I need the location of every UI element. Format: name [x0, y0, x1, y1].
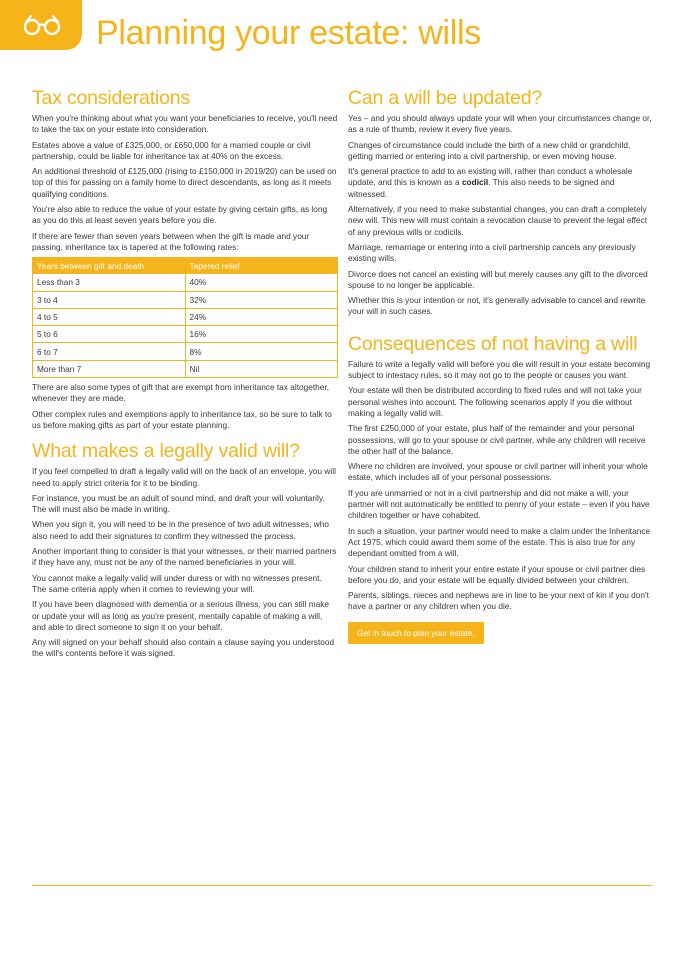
valid-will-paragraph: When you sign it, you will need to be in the presence of two adult witnesses, who also need to add their signatures to confirm they witnessed the process.	[32, 519, 330, 541]
table-row	[33, 343, 338, 360]
tax-paragraph: Other complex rules and exemptions apply to inheritance tax, so be sure to talk to us before making gifts as part of your estate planning.	[32, 408, 332, 430]
left-column	[32, 88, 338, 660]
consequences-paragraph: Where no children are involved, your spouse or civil partner will inherit your whole estate, which includes all of your personal possessions.	[348, 461, 648, 483]
valid-will-paragraph: Another important thing to consider is that your witnesses, or their married partners if they have any, must not be any of the named beneficiaries in your will.	[32, 546, 337, 568]
consequences-section	[348, 334, 652, 644]
tax-heading: Tax considerations	[32, 87, 190, 109]
table-cell: 24%	[185, 308, 338, 325]
table-cell: Less than 3	[33, 274, 186, 291]
header-icon-tab	[0, 0, 82, 50]
right-column	[348, 88, 652, 644]
table-cell: 5 to 6	[33, 326, 186, 343]
tax-paragraph: If there are fewer than seven years between when the gift is made and your passing, inheritance tax is tapered at the following rates:	[32, 230, 310, 252]
tapered-relief-table	[32, 257, 338, 378]
consequences-paragraph: If you are unmarried or not in a civil partnership and did not make a will, your partner will not automatically be entitled to penny of your estate – even if you have children together or have cohabited.	[348, 487, 650, 521]
consequences-paragraph: Failure to write a legally valid will before you die will result in your estate becoming subject to intestacy rules, so it may not go to the people or causes you want.	[348, 358, 651, 381]
tax-paragraph: When you're thinking about what you want your beneficiaries to receive, you'll need to take the tax on your estate into consideration.	[32, 113, 338, 135]
will-update-paragraph: Yes – and you should always update your will when your circumstances change or, as a rule of thumb, review it every five years.	[348, 113, 652, 135]
consequences-paragraph: Your children stand to inherit your entire estate if your spouse or civil partner dies before you do, and your estate will be equally divided between your children.	[348, 563, 646, 585]
will-update-paragraph: Divorce does not cancel an existing will but merely causes any gift to the divorced spouse to no longer be applicable.	[348, 268, 648, 290]
consequences-paragraph: Your estate will then be distributed according to fixed rules and will not take your personal wishes into account. The following scenarios apply if you die without making a legally valid will.	[348, 385, 642, 418]
tax-paragraph: An additional threshold of £125,000 (rising to £150,000 in 2019/20) can be used on top of this for passing on a family home to direct descendants, as long as it meets qualifying conditions.	[32, 166, 337, 199]
table-row	[33, 308, 338, 325]
footer-divider	[32, 885, 652, 886]
table-cell: 32%	[185, 291, 338, 308]
will-update-paragraph: Whether this is your intention or not, it's generally advisable to cancel and rewrite your will in such cases.	[348, 295, 646, 317]
table-cell: More than 7	[33, 360, 186, 377]
will-update-paragraph: Alternatively, if you need to make substantial changes, you can draft a completely new will. This new will must contain a revocation clause to prevent the legal effect of any previous wills or codicils.	[348, 204, 647, 237]
codicil-text-after: . This also needs to be signed and witnessed.	[348, 177, 615, 199]
codicil-term: codicil	[461, 177, 489, 188]
table-row	[33, 291, 338, 308]
valid-will-paragraph: If you feel compelled to draft a legally valid will on the back of an envelope, you will need to apply strict criteria for it to be binding.	[32, 466, 336, 488]
tax-paragraph: You're also able to reduce the value of your estate by giving certain gifts, as long as you do this at least seven years before you die.	[32, 204, 328, 226]
consequences-paragraph: Parents, siblings, nieces and nephews are in line to be your next of kin if you don't have a partner or any children when you die.	[348, 590, 649, 612]
tax-paragraph: Estates above a value of £325,000, or £650,000 for a married couple or civil partnership, could be liable for inheritance tax at 40% on the excess.	[32, 139, 311, 161]
valid-will-section	[32, 441, 338, 659]
table-cell: Nil	[185, 360, 338, 377]
table-cell: 8%	[185, 343, 338, 360]
table-cell: 16%	[185, 326, 338, 343]
table-row	[33, 274, 338, 291]
column-header: Years between gift and death	[33, 258, 186, 274]
consequences-paragraph: In such a situation, your partner would need to make a claim under the Inheritance Act 1975, which could award them some of the estate. This is also true for any dependant omitted from a will.	[348, 525, 651, 559]
valid-will-paragraph: For instance, you must be an adult of sound mind, and draft your will voluntarily. The will must also be made in writing.	[32, 492, 325, 515]
consequences-heading: Consequences of not having a will	[348, 332, 638, 355]
table-cell: 3 to 4	[33, 291, 186, 308]
will-update-heading: Can a will be updated?	[348, 87, 542, 109]
valid-will-heading: What makes a legally valid will?	[32, 440, 300, 463]
table-cell: 4 to 5	[33, 308, 186, 325]
will-update-paragraph: Marriage, remarriage or entering into a civil partnership cancels any previously existing wills.	[348, 241, 636, 264]
tax-paragraph: There are also some types of gift that are exempt from inheritance tax altogether, whenever they are made.	[32, 382, 329, 404]
valid-will-paragraph: Any will signed on your behalf should also contain a clause saying you understood the will's contents before it was signed.	[32, 637, 335, 659]
table-header-row	[33, 258, 338, 274]
column-header: Tapered relief	[185, 258, 338, 274]
table-cell: 40%	[185, 274, 338, 291]
valid-will-paragraph: If you have been diagnosed with dementia or a serious illness, you can still make or update your will as long as you're present, mentally capable of making a will, and able to direct someone to sign it on your behalf.	[32, 599, 330, 632]
glasses-icon	[22, 14, 62, 36]
will-update-paragraph: Changes of circumstance could include the birth of a new child or grandchild, getting married or entering into a civil partnership, or even moving house.	[348, 139, 631, 161]
consequences-paragraph: The first £250,000 of your estate, plus half of the remainder and your personal possessions, will go to your spouse or civil partner, while any children will receive the other half of the balance.	[348, 423, 646, 456]
table-row	[33, 360, 338, 377]
codicil-text-before: It's general practice to add to an existing will, rather than conduct a wholesale update, and this is known as a	[348, 166, 633, 188]
tax-section	[32, 88, 338, 431]
table-cell: 6 to 7	[33, 343, 186, 360]
will-update-paragraph	[348, 166, 652, 200]
table-row	[33, 326, 338, 343]
page-title: Planning your estate: wills	[96, 14, 481, 52]
will-update-section	[348, 88, 652, 318]
contact-cta-button[interactable]: Get in touch to plan your estate.	[348, 622, 484, 644]
valid-will-paragraph: You cannot make a legally valid will under duress or with no witnesses present. The same criteria apply when it comes to reviewing your will.	[32, 572, 322, 594]
